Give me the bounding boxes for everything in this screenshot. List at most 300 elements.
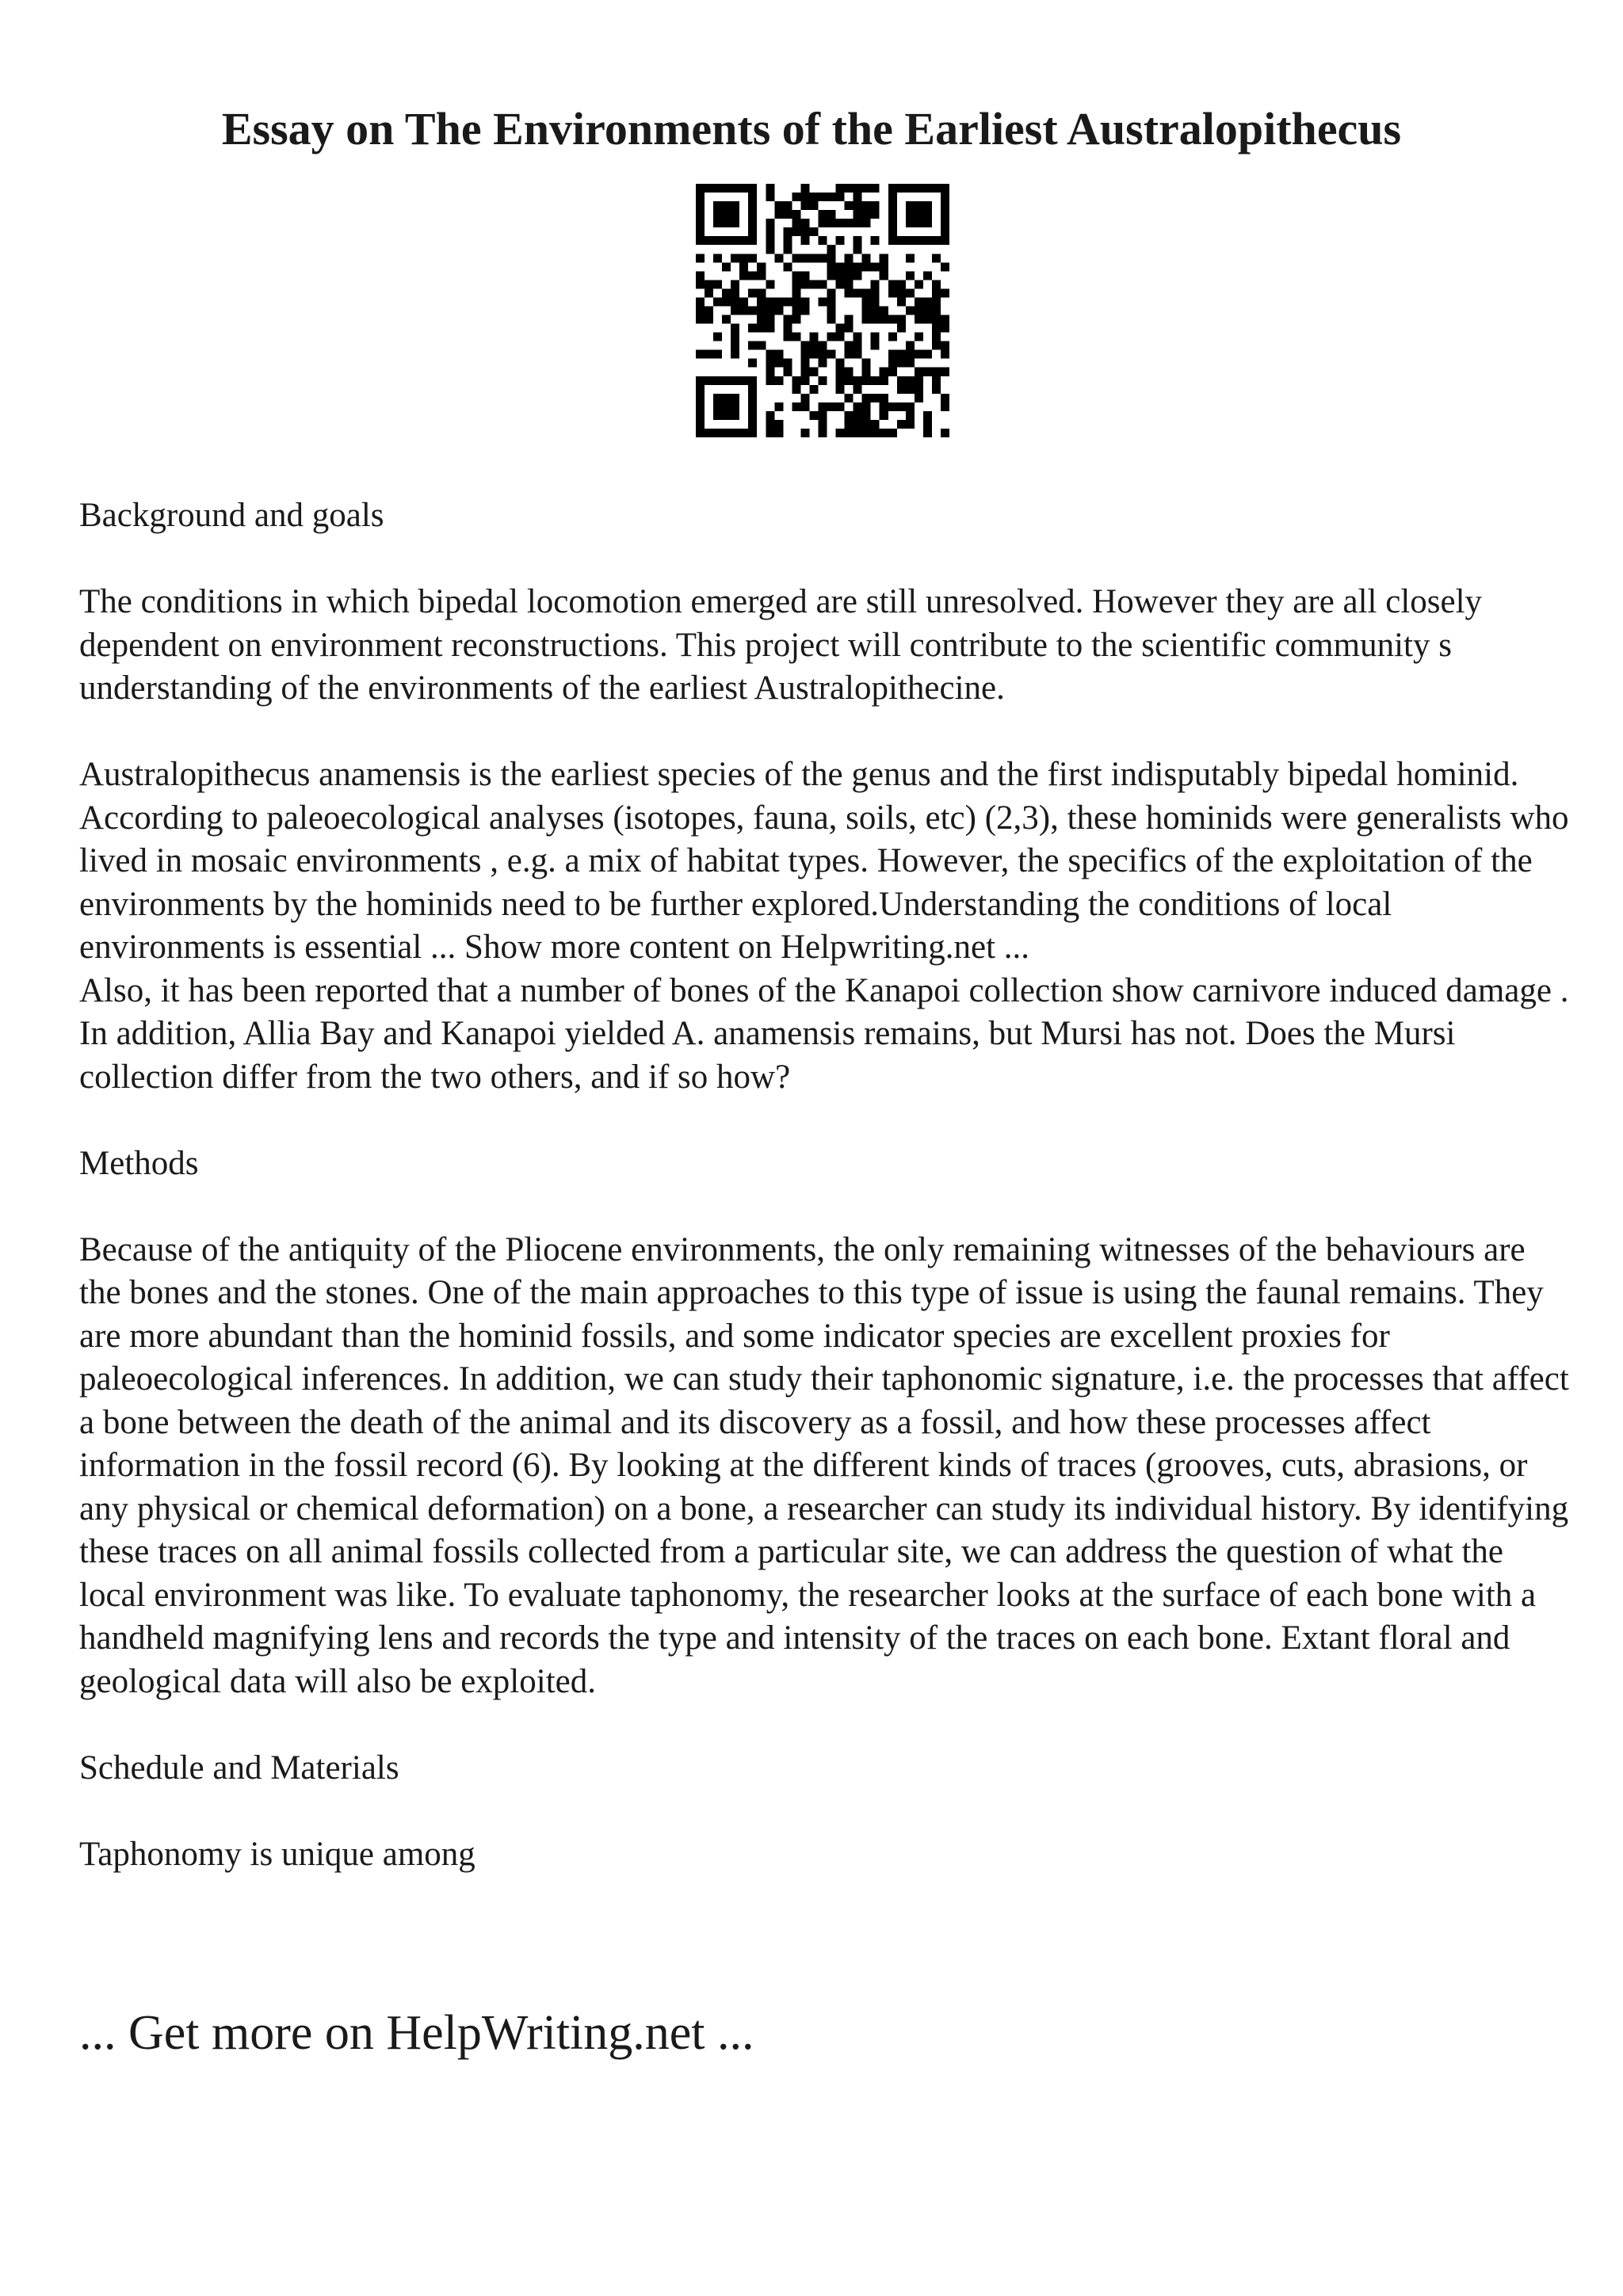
qr-module — [713, 280, 722, 288]
qr-module — [818, 297, 827, 306]
qr-module — [897, 376, 906, 385]
qr-module — [871, 341, 880, 350]
qr-module — [731, 236, 739, 245]
qr-module — [880, 368, 888, 376]
qr-module — [757, 297, 766, 306]
qr-module — [792, 385, 800, 394]
qr-module — [836, 429, 845, 437]
qr-module — [827, 306, 836, 315]
qr-module — [862, 306, 871, 315]
qr-module — [766, 420, 774, 429]
qr-module — [923, 429, 932, 437]
qr-module — [836, 219, 845, 227]
qr-module — [854, 385, 862, 394]
qr-module — [871, 394, 880, 402]
paragraph-intro: The conditions in which bipedal locomotion emerged are still unresolved. However they are all closely dependent on environment reconstructions. This project will contribute to the scientific community s understanding of the environments of the earliest Australopithecine. — [79, 583, 1483, 707]
qr-module — [705, 236, 713, 245]
qr-module — [906, 236, 915, 245]
qr-module — [871, 201, 880, 210]
qr-module — [792, 333, 800, 341]
qr-module — [809, 350, 818, 359]
qr-module — [722, 376, 731, 385]
qr-module — [915, 184, 923, 193]
qr-module — [783, 333, 792, 341]
qr-module — [696, 306, 705, 315]
qr-module — [871, 420, 880, 429]
qr-module — [906, 254, 915, 262]
qr-module — [731, 324, 739, 333]
qr-module — [897, 385, 906, 394]
qr-module — [827, 402, 836, 411]
qr-module — [757, 262, 766, 271]
qr-module — [845, 254, 854, 262]
qr-module — [827, 333, 836, 341]
qr-module — [836, 368, 845, 376]
qr-module — [766, 324, 774, 333]
qr-module — [713, 394, 722, 402]
qr-module — [800, 297, 809, 306]
qr-module — [827, 193, 836, 201]
qr-module — [731, 280, 739, 288]
qr-module — [923, 201, 932, 210]
qr-module — [774, 402, 783, 411]
qr-module — [748, 254, 757, 262]
qr-module — [818, 280, 827, 288]
qr-module — [941, 288, 949, 297]
qr-module — [757, 315, 766, 324]
qr-module — [906, 210, 915, 219]
qr-module — [696, 210, 705, 219]
qr-module — [748, 376, 757, 385]
qr-module — [766, 306, 774, 315]
qr-module — [757, 341, 766, 350]
qr-module — [748, 288, 757, 297]
qr-module — [792, 376, 800, 385]
qr-module — [705, 306, 713, 315]
qr-module — [915, 350, 923, 359]
qr-module — [906, 376, 915, 385]
qr-module — [739, 297, 748, 306]
qr-module — [932, 368, 941, 376]
qr-module — [923, 219, 932, 227]
qr-module — [748, 227, 757, 236]
qr-module — [854, 411, 862, 420]
qr-module — [923, 368, 932, 376]
qr-module — [941, 262, 949, 271]
qr-module — [845, 288, 854, 297]
qr-module — [818, 193, 827, 201]
qr-module — [731, 411, 739, 420]
qr-module — [766, 411, 774, 420]
qr-module — [915, 306, 923, 315]
paragraph-anamensis: Australopithecus anamensis is the earliest species of the genus and the first indisputably bipedal hominid. According to paleoecological analyses (isotopes, fauna, soils, etc) (2,3), these hominids were generalists who lived in mosaic environments , e.g. a mix of habitat types. However, the specifics of the exploitation of the environments by the hominids need to be further explored.Understanding the conditions of local environments is essential ... Show more content on Helpwriting.net ... — [79, 756, 1569, 966]
qr-module — [915, 219, 923, 227]
qr-module — [941, 350, 949, 359]
qr-module — [897, 297, 906, 306]
qr-module — [871, 429, 880, 437]
qr-module — [800, 219, 809, 227]
qr-module — [792, 193, 800, 201]
qr-module — [748, 359, 757, 368]
qr-module — [923, 271, 932, 280]
qr-module — [941, 210, 949, 219]
qr-module — [827, 297, 836, 306]
qr-module — [739, 236, 748, 245]
qr-module — [748, 201, 757, 210]
qr-module — [854, 333, 862, 341]
qr-module — [897, 315, 906, 324]
qr-module — [722, 429, 731, 437]
qr-module — [906, 420, 915, 429]
qr-module — [941, 219, 949, 227]
qr-module — [774, 376, 783, 385]
qr-module — [923, 315, 932, 324]
qr-module — [696, 184, 705, 193]
qr-module — [696, 315, 705, 324]
qr-module — [766, 219, 774, 227]
qr-module — [862, 184, 871, 193]
qr-module — [731, 341, 739, 350]
qr-module — [766, 280, 774, 288]
qr-module — [809, 411, 818, 420]
qr-module — [880, 429, 888, 437]
qr-module — [906, 288, 915, 297]
qr-module — [862, 429, 871, 437]
qr-module — [818, 350, 827, 359]
qr-module — [923, 411, 932, 420]
qr-module — [748, 271, 757, 280]
qr-module — [783, 297, 792, 306]
qr-module — [731, 429, 739, 437]
qr-module — [932, 324, 941, 333]
qr-module — [818, 429, 827, 437]
qr-module — [713, 333, 722, 341]
qr-module — [705, 315, 713, 324]
qr-module — [783, 262, 792, 271]
qr-module — [766, 193, 774, 201]
qr-module — [932, 306, 941, 315]
qr-module — [774, 254, 783, 262]
qr-module — [722, 394, 731, 402]
qr-module — [897, 402, 906, 411]
qr-module — [696, 402, 705, 411]
qr-module — [845, 315, 854, 324]
qr-module — [932, 288, 941, 297]
qr-module — [722, 262, 731, 271]
qr-module — [923, 350, 932, 359]
qr-module — [713, 402, 722, 411]
qr-module — [888, 288, 897, 297]
qr-module — [800, 402, 809, 411]
qr-module — [705, 376, 713, 385]
qr-module — [836, 271, 845, 280]
qr-module — [722, 210, 731, 219]
qr-module — [818, 341, 827, 350]
qr-module — [888, 402, 897, 411]
qr-module — [783, 210, 792, 219]
qr-module — [880, 254, 888, 262]
qr-module — [932, 280, 941, 288]
qr-module — [696, 227, 705, 236]
qr-module — [757, 324, 766, 333]
qr-module — [809, 193, 818, 201]
qr-module — [915, 368, 923, 376]
qr-module — [923, 184, 932, 193]
paragraph-kanapoi: Also, it has been reported that a number of bones of the Kanapoi collection show carnivore induced damage . In addition, Allia Bay and Kanapoi yielded A. anamensis remains, but Mursi has not. Does the Mursi collection differ from the two others, and if so how? — [79, 971, 1569, 1096]
qr-module — [854, 420, 862, 429]
qr-module — [906, 184, 915, 193]
qr-module — [713, 350, 722, 359]
qr-module — [836, 402, 845, 411]
qr-module — [800, 359, 809, 368]
qr-module — [932, 376, 941, 385]
qr-module — [854, 193, 862, 201]
qr-module — [897, 236, 906, 245]
qr-module — [906, 350, 915, 359]
qr-module — [731, 306, 739, 315]
qr-module — [748, 394, 757, 402]
qr-module — [845, 368, 854, 376]
qr-module — [713, 297, 722, 306]
qr-module — [836, 385, 845, 394]
qr-module — [941, 315, 949, 324]
qr-module — [854, 429, 862, 437]
qr-module — [871, 297, 880, 306]
qr-module — [871, 262, 880, 271]
qr-module — [809, 280, 818, 288]
qr-module — [766, 315, 774, 324]
qr-module — [766, 236, 774, 245]
qr-module — [739, 254, 748, 262]
qr-module — [932, 341, 941, 350]
qr-module — [827, 262, 836, 271]
qr-module — [792, 219, 800, 227]
qr-module — [845, 376, 854, 385]
qr-module — [800, 306, 809, 315]
qr-module — [722, 411, 731, 420]
qr-module — [722, 297, 731, 306]
qr-module — [915, 210, 923, 219]
qr-module — [941, 201, 949, 210]
qr-module — [731, 288, 739, 297]
qr-module — [845, 324, 854, 333]
qr-module — [748, 193, 757, 201]
qr-module — [941, 324, 949, 333]
qr-module — [906, 271, 915, 280]
qr-module — [862, 262, 871, 271]
qr-module — [713, 429, 722, 437]
qr-module — [696, 394, 705, 402]
qr-module — [845, 411, 854, 420]
qr-module — [880, 411, 888, 420]
qr-module — [818, 420, 827, 429]
qr-module — [713, 411, 722, 420]
qr-module — [792, 297, 800, 306]
qr-module — [845, 394, 854, 402]
qr-module — [696, 280, 705, 288]
qr-module — [862, 376, 871, 385]
qr-module — [836, 184, 845, 193]
qr-module — [774, 359, 783, 368]
qr-module — [800, 254, 809, 262]
qr-module — [774, 210, 783, 219]
qr-module — [731, 402, 739, 411]
qr-module — [696, 271, 705, 280]
qr-module — [818, 236, 827, 245]
qr-module — [800, 193, 809, 201]
qr-module — [923, 236, 932, 245]
qr-module — [941, 429, 949, 437]
qr-module — [705, 184, 713, 193]
qr-module — [932, 297, 941, 306]
qr-module — [862, 288, 871, 297]
qr-module — [836, 193, 845, 201]
qr-module — [897, 350, 906, 359]
qr-module — [923, 297, 932, 306]
qr-module — [827, 288, 836, 297]
get-more-link[interactable]: ... Get more on HelpWriting.net ... — [79, 2006, 754, 2060]
qr-module — [809, 333, 818, 341]
qr-module — [871, 210, 880, 219]
qr-module — [845, 184, 854, 193]
qr-module — [774, 201, 783, 210]
qr-module — [888, 333, 897, 341]
qr-module — [818, 376, 827, 385]
qr-module — [809, 385, 818, 394]
qr-module — [818, 402, 827, 411]
qr-module — [845, 219, 854, 227]
qr-module — [880, 315, 888, 324]
qr-module — [722, 236, 731, 245]
qr-module — [774, 297, 783, 306]
qr-module — [941, 368, 949, 376]
qr-module — [748, 429, 757, 437]
qr-module — [713, 376, 722, 385]
qr-module — [871, 236, 880, 245]
qr-module — [713, 219, 722, 227]
qr-module — [766, 368, 774, 376]
qr-module — [845, 341, 854, 350]
qr-module — [923, 420, 932, 429]
qr-module — [731, 219, 739, 227]
qr-module — [809, 341, 818, 350]
qr-module — [915, 201, 923, 210]
qr-module — [827, 315, 836, 324]
qr-module — [766, 297, 774, 306]
qr-module — [932, 315, 941, 324]
qr-module — [809, 201, 818, 210]
qr-module — [818, 219, 827, 227]
qr-module — [862, 315, 871, 324]
qr-module — [845, 280, 854, 288]
qr-module — [862, 210, 871, 219]
qr-module — [854, 402, 862, 411]
qr-module — [731, 297, 739, 306]
qr-module — [748, 411, 757, 420]
qr-module — [932, 385, 941, 394]
qr-module — [871, 333, 880, 341]
qr-code-image — [696, 184, 949, 437]
qr-module — [897, 288, 906, 297]
qr-module — [696, 236, 705, 245]
qr-module — [800, 368, 809, 376]
qr-module — [766, 359, 774, 368]
qr-module — [854, 288, 862, 297]
qr-module — [722, 402, 731, 411]
qr-module — [845, 271, 854, 280]
qr-module — [774, 306, 783, 315]
qr-module — [932, 236, 941, 245]
qr-module — [871, 184, 880, 193]
qr-module — [783, 201, 792, 210]
qr-module — [827, 254, 836, 262]
qr-module — [800, 201, 809, 210]
qr-module — [888, 201, 897, 210]
qr-module — [748, 219, 757, 227]
paragraph-methods: Because of the antiquity of the Pliocene environments, the only remaining witnesses of the behaviours are the bones and the stones. One of the main approaches to this type of issue is using the faunal remains. They are more abundant than the hominid fossils, and some indicator species are excellent proxies for paleoecological inferences. In addition, we can study their taphonomic signature, i.e. the processes that affect a bone between the death of the animal and its discovery as a fossil, and how these processes affect information in the fossil record (6). By looking at the different kinds of traces (grooves, cuts, abrasions, or any physical or chemical deformation) on a bone, a researcher can study its individual history. By identifying these traces on all animal fossils collected from a particular site, we can address the question of what the local environment was like. To evaluate taphonomy, the researcher looks at the surface of each bone with a handheld magnifying lens and records the type and intensity of the traces on each bone. Extant floral and geological data will also be exploited. — [79, 1230, 1569, 1700]
qr-module — [862, 201, 871, 210]
qr-module — [854, 271, 862, 280]
qr-module — [932, 184, 941, 193]
qr-module — [915, 297, 923, 306]
qr-module — [932, 254, 941, 262]
qr-module — [748, 324, 757, 333]
qr-module — [766, 245, 774, 254]
qr-module — [845, 420, 854, 429]
qr-module — [941, 341, 949, 350]
qr-module — [923, 210, 932, 219]
qr-module — [871, 315, 880, 324]
qr-module — [783, 227, 792, 236]
qr-module — [800, 429, 809, 437]
qr-module — [731, 254, 739, 262]
qr-module — [854, 376, 862, 385]
qr-module — [705, 288, 713, 297]
qr-module — [871, 306, 880, 315]
qr-module — [731, 184, 739, 193]
qr-module — [888, 227, 897, 236]
qr-module — [792, 280, 800, 288]
qr-module — [862, 402, 871, 411]
qr-module — [888, 236, 897, 245]
qr-module — [696, 420, 705, 429]
qr-module — [941, 394, 949, 402]
qr-module — [854, 219, 862, 227]
qr-module — [766, 429, 774, 437]
qr-module — [862, 359, 871, 368]
qr-module — [827, 210, 836, 219]
qr-module — [862, 411, 871, 420]
qr-module — [766, 350, 774, 359]
qr-module — [941, 184, 949, 193]
qr-module — [915, 280, 923, 288]
section-heading-schedule: Schedule and Materials — [79, 1749, 399, 1787]
qr-module — [696, 219, 705, 227]
qr-module — [818, 411, 827, 420]
qr-module — [836, 280, 845, 288]
qr-module — [854, 184, 862, 193]
qr-module — [800, 271, 809, 280]
qr-module — [880, 394, 888, 402]
section-heading-methods: Methods — [79, 1144, 199, 1182]
qr-module — [739, 306, 748, 315]
qr-module — [888, 429, 897, 437]
qr-code — [696, 184, 949, 437]
qr-module — [748, 385, 757, 394]
qr-module — [792, 306, 800, 315]
qr-module — [880, 271, 888, 280]
qr-module — [800, 350, 809, 359]
